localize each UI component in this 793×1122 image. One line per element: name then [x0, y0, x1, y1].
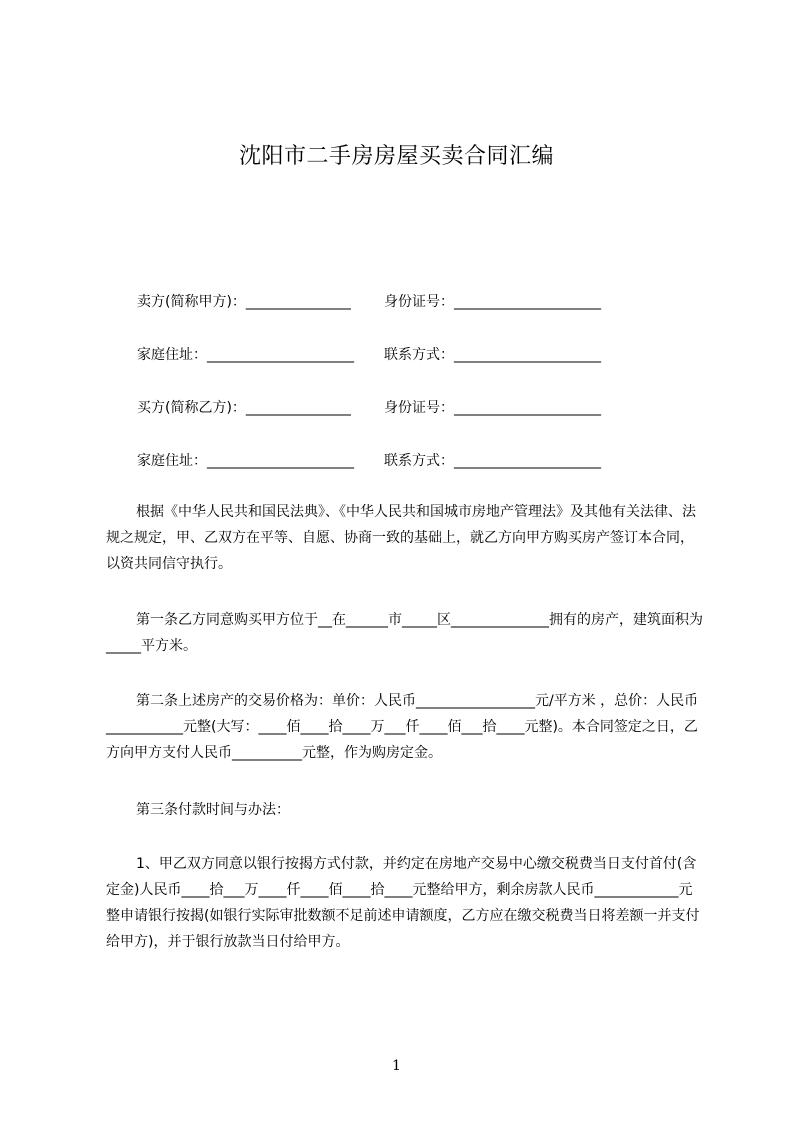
seller-name-field: 卖方(简称甲方)：_______________ — [137, 294, 351, 310]
article-2-paragraph: 第二条上述房产的交易价格为：单价：人民币_________________元/平方米 ，总价：人民币___________元整(大写：____佰____拾____万___仟____佰___拾____元整)。本合同签定之日，乙方向甲方支付人民币__________元整，作为购房定金。 — [106, 693, 699, 761]
article-3-item-1-paragraph: 1、甲乙双方同意以银行按揭方式付款，并约定在房地产交易中心缴交税费当日支付首付(含定金)人民币____拾___万____仟____佰____拾____元整给甲方，剩余房款人民币____________元整申请银行按揭(如银行实际审批数额不足前述申请额度，乙方应在缴交税费当日将差额一并支付给甲方)，并于银行放款当日付给甲方。 — [106, 856, 700, 950]
seller-id-field: 身份证号：_____________________ — [384, 294, 601, 310]
article-1-paragraph: 第一条乙方同意购买甲方位于__在______市_____区______________拥有的房产，建筑面积为_____平方米。 — [106, 612, 703, 654]
buyer-name-field: 买方(简称乙方)：_______________ — [137, 400, 351, 416]
seller-address-field: 家庭住址：_____________________ — [137, 347, 354, 363]
buyer-address-field: 家庭住址：_____________________ — [137, 453, 354, 469]
buyer-contact-field: 联系方式：_____________________ — [384, 453, 601, 469]
preamble-paragraph: 根据《中华人民共和国民法典》、《中华人民共和国城市房地产管理法》及其他有关法律、法规之规定，甲、乙双方在平等、自愿、协商一致的基础上，就乙方向甲方购买房产签订本合同，以资共同信守执行。 — [106, 504, 696, 572]
page-title: 沈阳市二手房房屋买卖合同汇编 — [238, 144, 554, 169]
buyer-id-field: 身份证号：_____________________ — [384, 400, 601, 416]
article-3-heading: 第三条付款时间与办法： — [136, 802, 290, 818]
seller-contact-field: 联系方式：_____________________ — [384, 347, 601, 363]
page-number: 1 — [392, 1058, 401, 1074]
